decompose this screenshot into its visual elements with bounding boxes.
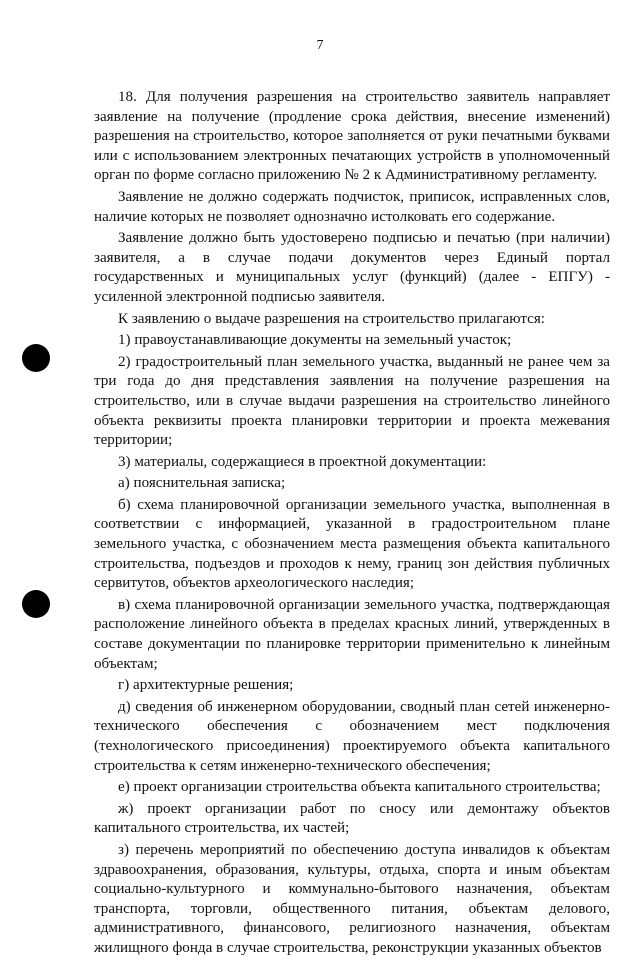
paragraph: К заявлению о выдаче разрешения на строительство прилагаются: — [118, 310, 545, 327]
sub-list-item: б) схема планировочной организации земельного участка, выполненная в соответствии с информацией, указанной в градостроительном плане земельного участка, с обозначением места размещения объекта капитального строительства, подъездов и проходов к нему, границ зон действия публичных сервитутов, объектов археологического наследия; — [94, 496, 610, 592]
binder-hole-mark — [22, 344, 50, 372]
sub-list-item: г) архитектурные решения; — [118, 677, 294, 694]
sub-list-item: е) проект организации строительства объекта капитального строительства; — [118, 779, 601, 796]
sub-list-item: ж) проект организации работ по сносу или демонтажу объектов капитального строительства, их частей; — [94, 800, 610, 837]
list-item: 3) материалы, содержащиеся в проектной документации: — [118, 453, 487, 470]
binder-hole-mark — [22, 590, 50, 618]
list-item: 2) градостроительный план земельного участка, выданный не ранее чем за три года до дня представления заявления на получение разрешения на строительство, или в случае выдачи разрешения на строительство линейного объекта реквизиты проекта планировки территории и проекта межевания территории; — [94, 353, 610, 449]
list-item: 1) правоустанавливающие документы на земельный участок; — [118, 332, 512, 349]
sub-list-item: а) пояснительная записка; — [118, 475, 286, 492]
page-number: 7 — [316, 38, 324, 53]
document-body — [94, 88, 610, 961]
paragraph: Заявление должно быть удостоверено подписью и печатью (при наличии) заявителя, а в случае подачи документов через Единый портал государственных и муниципальных услуг (функций) (далее - ЕПГУ) - усиленной электронной подписью заявителя. — [94, 230, 610, 305]
paragraph: Заявление не должно содержать подчисток, приписок, исправленных слов, наличие которых не позволяет однозначно истолковать его содержание. — [94, 188, 610, 225]
paragraph: 18. Для получения разрешения на строительство заявитель направляет заявление на получение (продление срока действия, внесение изменений) разрешения на строительство, которое заполняется от руки печатными буквами или с использованием электронных печатающих устройств в уполномоченный орган по форме согласно приложению № 2 к Административному регламенту. — [94, 89, 610, 184]
sub-list-item: д) сведения об инженерном оборудовании, сводный план сетей инженерно-технического обеспечения с обозначением мест подключения (технологического присоединения) проектируемого объекта капитального строительства к сетям инженерно-технического обеспечения; — [94, 698, 610, 774]
sub-list-item: з) перечень мероприятий по обеспечению доступа инвалидов к объектам здравоохранения, образования, культуры, отдыха, спорта и иным объектам социально-культурного и коммунально-бытового назначения, объектам транспорта, торговли, общественного питания, объектам делового, административного, финансового, религиозного назначения, объектам жилищного фонда в случае строительства, реконструкции указанных объектов — [94, 841, 610, 956]
sub-list-item: в) схема планировочной организации земельного участка, подтверждающая расположение линейного объекта в пределах красных линий, утвержденных в составе документации по планировке территории применительно к линейным объектам; — [94, 596, 610, 672]
